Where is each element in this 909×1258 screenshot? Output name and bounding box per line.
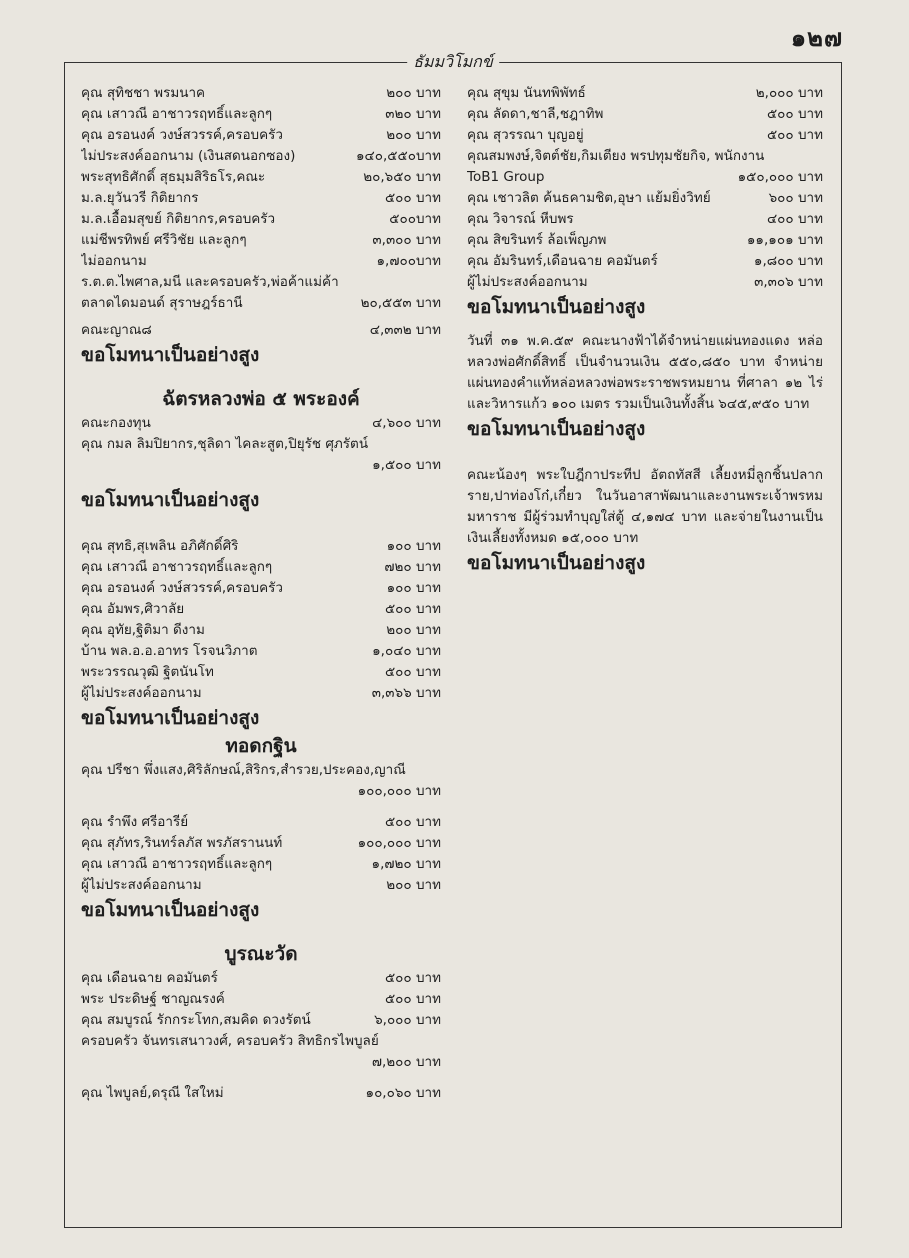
donor-line: ร.ต.ต.ไพศาล,มนี และครอบครัว,พ่อค้าแม่ค้า — [81, 274, 339, 290]
donor-row — [467, 188, 823, 209]
donor-name: คณะกองทุน — [81, 415, 151, 431]
donation-amount: ๑,๘๐๐ บาท — [753, 253, 823, 269]
donor-row — [81, 146, 441, 167]
donor-row — [81, 125, 441, 146]
donation-amount: ๕๐๐ บาท — [384, 991, 441, 1007]
donor-row — [81, 683, 441, 704]
donation-frame — [64, 52, 842, 1228]
donor-name: คุณ สุภัทร,รินทร์ลภัส พรภัสรานนท์ — [81, 835, 283, 851]
left-donor-list-2 — [81, 536, 441, 704]
donation-amount: ๓๒๐ บาท — [385, 106, 441, 122]
donor-row — [81, 83, 441, 104]
donor-line: คุณ กมล ลิมปิยากร,ชุลิดา ไคละสูต,ปิยุรัช ศุภรัตน์ — [81, 436, 369, 452]
burana-donor-list — [81, 968, 441, 1031]
donation-amount: ๑๐๐ บาท — [386, 580, 441, 596]
right-donor-list-2 — [467, 188, 823, 293]
donor-name: พระวรรณวุฒิ ฐิตนันโท — [81, 664, 214, 680]
donor-line: คุณสมพงษ์,จิตต์ชัย,กิมเตียง พรปทุมชัยกิจ, พนักงาน — [467, 148, 765, 164]
donor-name: คุณ เดือนฉาย คอมันตร์ — [81, 970, 218, 986]
donor-row — [81, 1010, 441, 1031]
donor-name: คุณ สุทธิ,สุเพลิน อภิศักดิ์ศิริ — [81, 538, 239, 554]
donor-row — [81, 833, 441, 854]
donor-name: คุณ สุวรรณา บุญอยู่ — [467, 127, 584, 143]
section-title: ธัมมวิโมกข์ — [407, 50, 499, 75]
donor-name: คุณ อรอนงค์ วงษ์สวรรค์,ครอบครัว — [81, 580, 283, 596]
donor-name: คุณ เสาวณี อาชาวรฤทธิ์และลูกๆ — [81, 856, 273, 872]
donor-row — [81, 320, 441, 341]
donation-amount: ๗๒๐ บาท — [384, 559, 441, 575]
donor-row — [467, 272, 823, 293]
donation-amount: ๓,๓๖๖ บาท — [371, 685, 441, 701]
donor-name: คุณ สุขุม นันทพิพัทธ์ — [467, 85, 586, 101]
donor-row — [81, 230, 441, 251]
donation-amount: ๑๐๐,๐๐๐ บาท — [357, 835, 441, 851]
donor-row — [81, 413, 441, 434]
donor-name: ม.ล.เอื้อมสุขย์ กิติยากร,ครอบครัว — [81, 211, 276, 227]
donation-amount: ๒๐๐ บาท — [386, 622, 441, 638]
donor-row — [81, 293, 441, 314]
donor-row — [81, 1083, 441, 1104]
donor-row — [467, 251, 823, 272]
donor-name: คุณ อัมพร,ศิวาลัย — [81, 601, 185, 617]
donation-amount: ๑,๐๔๐ บาท — [372, 643, 441, 659]
donor-name: ตลาดไดมอนด์ สุราษฎร์ธานี — [81, 295, 243, 311]
donor-row — [81, 209, 441, 230]
donor-row — [81, 662, 441, 683]
donation-amount: ๕๐๐บาท — [389, 211, 441, 227]
donation-amount: ๖,๐๐๐ บาท — [374, 1012, 441, 1028]
donor-row — [81, 620, 441, 641]
donor-row — [81, 167, 441, 188]
donation-amount: ๗,๒๐๐ บาท — [371, 1054, 441, 1070]
donor-row — [81, 641, 441, 662]
page-number: ๑๒๗ — [790, 24, 843, 52]
donor-name: แม่ชีพรทิพย์ ศรีวิชัย และลูกๆ — [81, 232, 247, 248]
section-subheading: ฉัตรหลวงพ่อ ๕ พระองค์ — [162, 388, 360, 410]
thanks-heading: ขอโมทนาเป็นอย่างสูง — [81, 489, 260, 511]
donation-amount: ๑๐๐,๐๐๐ บาท — [357, 783, 441, 799]
donor-name: คุณ ไพบูลย์,ดรุณี ใสใหม่ — [81, 1085, 224, 1101]
donor-name: คุณ อัมรินทร์,เดือนฉาย คอมันตร์ — [467, 253, 658, 269]
donor-name: ToB1 Group — [467, 169, 545, 185]
donor-name: ไม่ออกนาม — [81, 253, 147, 269]
thanks-heading: ขอโมทนาเป็นอย่างสูง — [81, 707, 260, 729]
donor-row — [81, 578, 441, 599]
right-column — [467, 83, 823, 577]
kathin-donor-list — [81, 812, 441, 896]
donor-row — [467, 167, 823, 188]
donation-amount: ๒๐,๖๕๐ บาท — [363, 169, 441, 185]
donor-name: คุณ อรอนงค์ วงษ์สวรรค์,ครอบครัว — [81, 127, 283, 143]
donor-name: คุณ สมบูรณ์ รักกระโทก,สมคิด ดวงรัตน์ — [81, 1012, 311, 1028]
donor-row — [81, 536, 441, 557]
donation-amount: ๕๐๐ บาท — [384, 190, 441, 206]
donor-row — [81, 875, 441, 896]
donation-amount: ๖๐๐ บาท — [768, 190, 823, 206]
donor-name: ม.ล.ยุวันวรี กิติยากร — [81, 190, 199, 206]
donor-row — [81, 104, 441, 125]
donation-amount: ๕๐๐ บาท — [384, 970, 441, 986]
donation-amount: ๔,๓๓๒ บาท — [369, 322, 441, 338]
donation-amount: ๒๐๐ บาท — [386, 877, 441, 893]
donation-amount: ๔,๖๐๐ บาท — [372, 415, 441, 431]
thanks-heading: ขอโมทนาเป็นอย่างสูง — [467, 296, 646, 318]
donor-row — [81, 599, 441, 620]
donor-name: คุณ สุทิชชา พรมนาค — [81, 85, 206, 101]
donation-amount: ๕๐๐ บาท — [384, 601, 441, 617]
donation-amount: ๕๐๐ บาท — [384, 814, 441, 830]
donation-amount: ๑,๗๐๐บาท — [376, 253, 441, 269]
donor-row — [81, 812, 441, 833]
donor-row — [81, 188, 441, 209]
donor-row — [467, 83, 823, 104]
donor-name: คุณ เสาวณี อาชาวรฤทธิ์และลูกๆ — [81, 106, 273, 122]
donor-name: คุณ ลัดดา,ชาลี,ชฎาทิพ — [467, 106, 604, 122]
donor-row — [467, 104, 823, 125]
donor-name: คุณ อุทัย,ฐิติมา ดีงาม — [81, 622, 205, 638]
donor-name: ผู้ไม่ประสงค์ออกนาม — [467, 274, 588, 290]
donation-amount: ๑๔๐,๕๕๐บาท — [355, 148, 441, 164]
donor-row — [81, 989, 441, 1010]
donor-row — [467, 209, 823, 230]
donation-amount: ๒,๐๐๐ บาท — [755, 85, 823, 101]
donation-amount: ๒๐๐ บาท — [386, 85, 441, 101]
donation-amount: ๑,๕๐๐ บาท — [372, 457, 441, 473]
thanks-heading: ขอโมทนาเป็นอย่างสูง — [467, 552, 646, 574]
donor-row — [81, 968, 441, 989]
section-subheading: ทอดกฐิน — [225, 735, 297, 757]
thanks-heading: ขอโมทนาเป็นอย่างสูง — [81, 899, 260, 921]
donor-name: คณะญาณ๘ — [81, 322, 152, 338]
donor-name: คุณ รำพึง ศรีอารีย์ — [81, 814, 189, 830]
donation-amount: ๓,๓๐๖ บาท — [754, 274, 823, 290]
copper-plate-paragraph: วันที่ ๓๑ พ.ค.๕๙ คณะนางฟ้าได้จำหน่ายแผ่นทองแดง หล่อหลวงพ่อศักดิ์สิทธิ์ เป็นจำนวนเงิน ๕๕๐,๘๕๐ บาท จำหน่ายแผ่นทองคำแท้หล่อหลวงพ่อพระราชพรหมยาน ที่ศาลา ๑๒ ไร่ และวิหารแก้ว ๑๐๐ เมตร รวมเป็นเงินทั้งสิ้น ๖๔๕,๙๕๐ บาท — [467, 333, 823, 412]
donation-amount: ๕๐๐ บาท — [384, 664, 441, 680]
donor-name: คุณ วิจารณ์ หีบพร — [467, 211, 574, 227]
section-subheading: บูรณะวัด — [224, 943, 298, 965]
donor-name: บ้าน พล.อ.อ.อาทร โรจนวิภาต — [81, 643, 258, 659]
thanks-heading: ขอโมทนาเป็นอย่างสูง — [81, 344, 260, 366]
noodle-paragraph: คณะน้องๆ พระใบฎีกาประทีป อัตถทัสสี เลี้ยงหมี่ลูกชิ้นปลากราย,ปาท่องโก๋,เกี๋ยว ในวันอาสาพัฒนาและงานพระเจ้าพรหมมหาราช มีผู้ร่วมทำบุญใส่ตู้ ๔,๑๗๔ บาท และจ่ายในงานเป็นเงินเลี้ยงทั้งหมด ๑๕,๐๐๐ บาท — [467, 467, 823, 546]
donation-amount: ๔๐๐ บาท — [766, 211, 823, 227]
donor-row — [81, 557, 441, 578]
donor-row — [467, 230, 823, 251]
donation-amount: ๑๑,๑๐๑ บาท — [746, 232, 823, 248]
donation-amount: ๕๐๐ บาท — [766, 127, 823, 143]
donation-amount: ๑๐๐ บาท — [386, 538, 441, 554]
donor-row — [81, 251, 441, 272]
donation-amount: ๒๐๐ บาท — [386, 127, 441, 143]
donor-row — [81, 854, 441, 875]
donor-line: คุณ ปรีชา พึ่งแสง,ศิริลักษณ์,สิริกร,สำรวย,ประคอง,ญาณี — [81, 762, 406, 778]
donor-name: คุณ เชาวลิต ค้นธคามชิต,อุษา แย้มยิ่งวิทย์ — [467, 190, 711, 206]
donor-name: คุณ เสาวณี อาชาวรฤทธิ์และลูกๆ — [81, 559, 273, 575]
left-donor-list-1 — [81, 83, 441, 272]
donation-amount: ๑๕๐,๐๐๐ บาท — [737, 169, 823, 185]
donor-row — [467, 125, 823, 146]
donor-name: ผู้ไม่ประสงค์ออกนาม — [81, 685, 202, 701]
thanks-heading: ขอโมทนาเป็นอย่างสูง — [467, 418, 646, 440]
donor-name: ไม่ประสงค์ออกนาม (เงินสดนอกซอง) — [81, 148, 296, 164]
donation-amount: ๑๐,๐๖๐ บาท — [365, 1085, 441, 1101]
donor-name: พระ ประดิษฐ์ ชาญณรงค์ — [81, 991, 225, 1007]
donation-amount: ๑,๗๒๐ บาท — [371, 856, 441, 872]
donation-amount: ๕๐๐ บาท — [766, 106, 823, 122]
donor-line: ครอบครัว จันทรเสนาวงศ์, ครอบครัว สิทธิกรไพบูลย์ — [81, 1033, 379, 1049]
donor-name: พระสุทธิศักดิ์ สุธมฺมสิริธโร,คณะ — [81, 169, 266, 185]
donation-amount: ๓,๓๐๐ บาท — [372, 232, 441, 248]
donor-name: คุณ สิขรินทร์ ล้อเพ็ญภพ — [467, 232, 607, 248]
donation-amount: ๒๐,๕๕๓ บาท — [360, 295, 441, 311]
right-donor-list-1 — [467, 83, 823, 146]
left-column — [81, 83, 441, 1104]
donor-name: ผู้ไม่ประสงค์ออกนาม — [81, 877, 202, 893]
